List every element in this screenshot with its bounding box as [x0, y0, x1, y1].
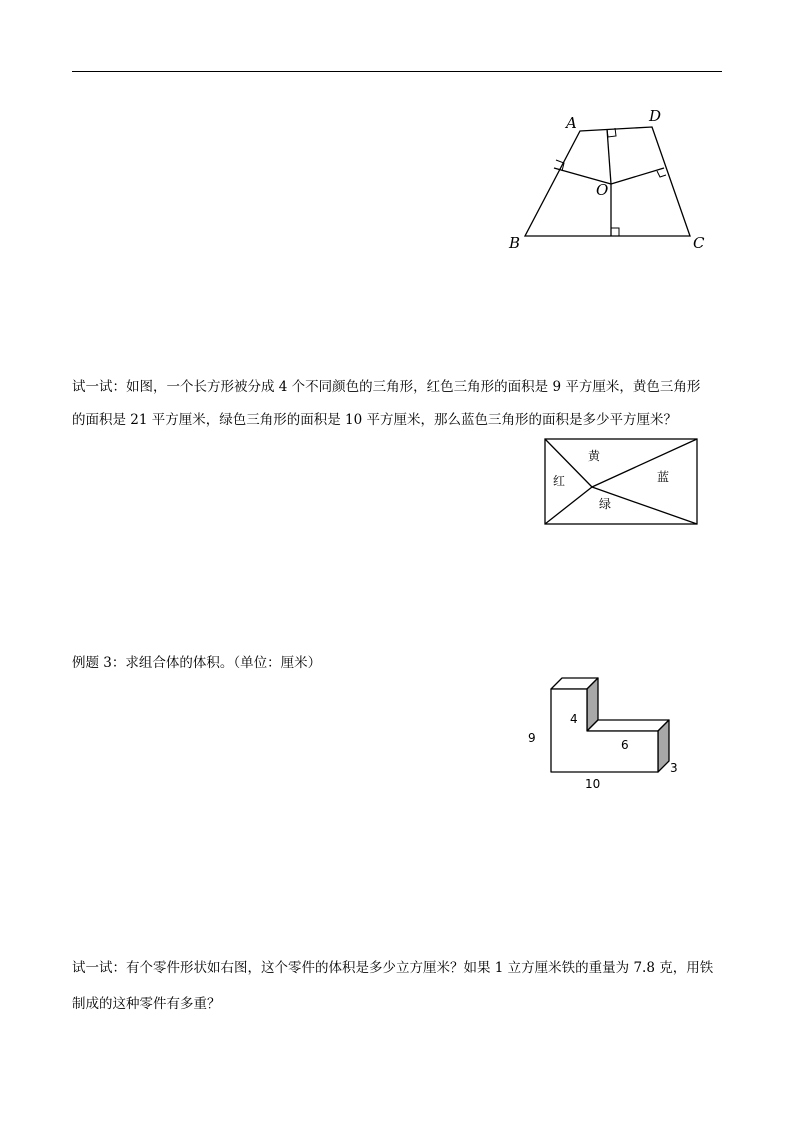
label-c: C: [693, 234, 705, 252]
label-depth: 3: [670, 761, 678, 775]
trapezoid-figure: [500, 100, 720, 260]
line-top-right: [592, 439, 697, 487]
composite-solid-figure: [520, 672, 690, 798]
label-base-length: 10: [585, 777, 601, 791]
perpendicular-dc: [611, 168, 664, 184]
label-o: O: [596, 181, 609, 199]
label-green: 绿: [599, 497, 612, 511]
try2-line1: 试一试：有个零件形状如右图，这个零件的体积是多少立方厘米？如果 1 立方厘米铁的重量为 7.8 克，用铁: [72, 960, 714, 976]
right-angle-mark-bc: [611, 228, 619, 236]
try1-line1: 试一试：如图，一个长方形被分成 4 个不同颜色的三角形，红色三角形的面积是 9 平方厘米，黄色三角形: [72, 379, 701, 395]
try1-line2: 的面积是 21 平方厘米，绿色三角形的面积是 10 平方厘米，那么蓝色三角形的面积是多少平方厘米？: [72, 412, 678, 428]
label-d: D: [649, 107, 662, 125]
label-height: 9: [528, 731, 536, 745]
example3-text: 例题 3：求组合体的体积。（单位：厘米）: [72, 655, 322, 671]
label-a: A: [566, 114, 577, 132]
right-angle-mark-dc: [657, 171, 666, 177]
label-blue: 蓝: [657, 470, 670, 484]
rectangle-triangles-figure: [540, 435, 704, 529]
header-rule: [72, 71, 722, 72]
label-b: B: [509, 234, 521, 252]
label-red: 红: [553, 474, 566, 488]
line-bottom-left: [545, 487, 592, 524]
front-face: [551, 689, 658, 772]
rectangle-outline: [545, 439, 697, 524]
try2-line2: 制成的这种零件有多重？: [72, 996, 221, 1012]
label-upper-width: 4: [570, 712, 578, 726]
label-yellow: 黄: [588, 449, 601, 463]
label-step-length: 6: [621, 738, 629, 752]
step-top-face: [587, 720, 669, 731]
